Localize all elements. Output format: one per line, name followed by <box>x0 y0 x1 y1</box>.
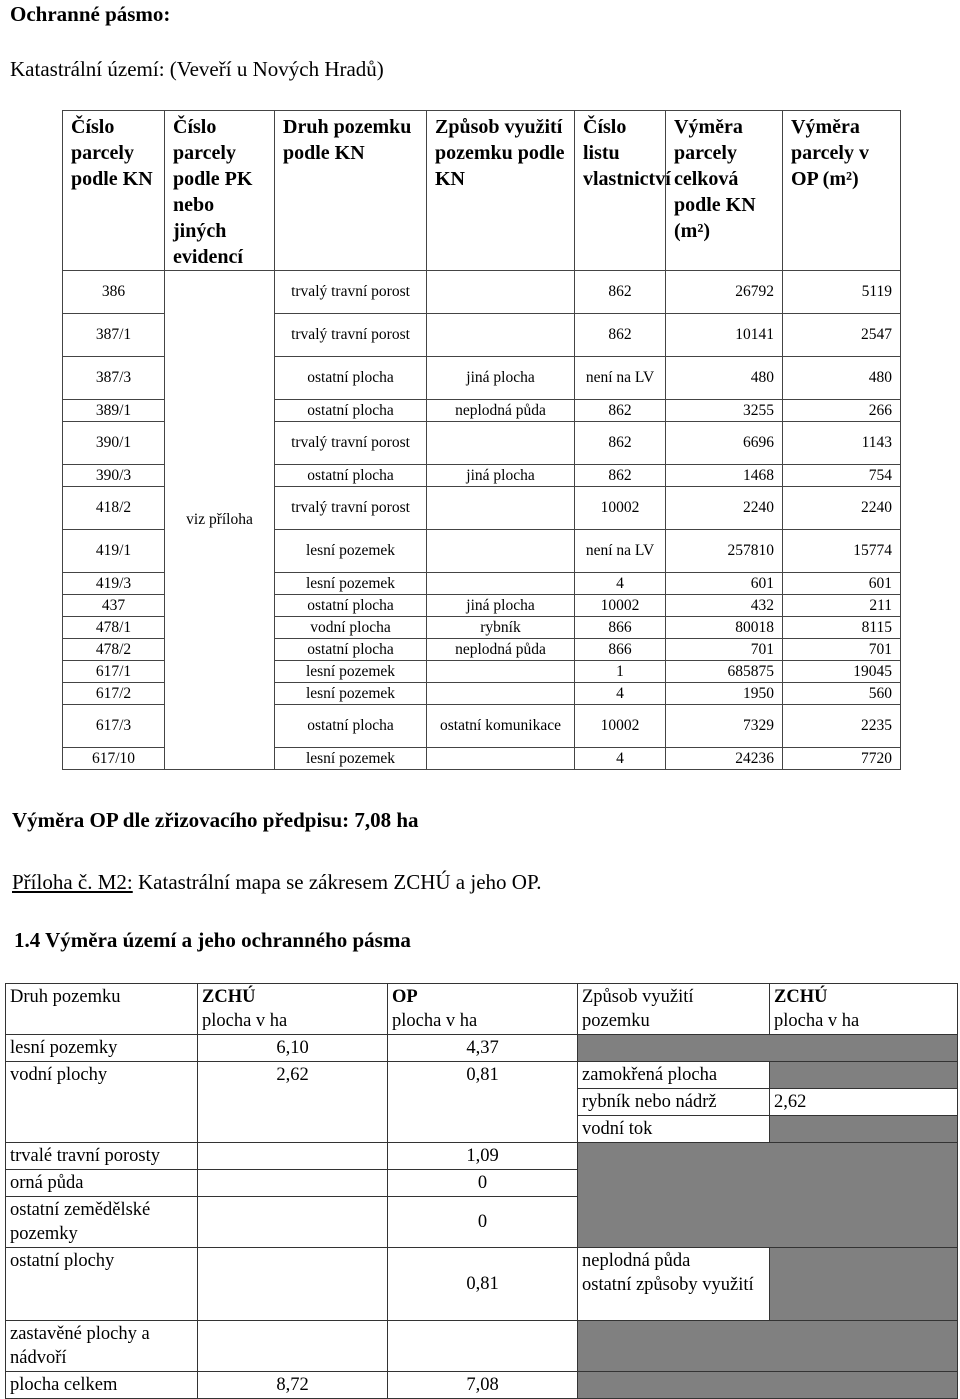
op-value: 0,81 <box>388 1062 578 1143</box>
vymera-op: 754 <box>783 465 901 487</box>
vymera-celkova: 1468 <box>666 465 783 487</box>
zpusob-vyuziti <box>427 271 575 314</box>
h-zchu2-title: ZCHÚ <box>774 987 828 1007</box>
vymera-celkova: 24236 <box>666 748 783 770</box>
h-op <box>388 984 578 1035</box>
list-vlastnictvi: 4 <box>575 683 666 705</box>
parcel-table-header <box>63 111 901 271</box>
zchu-value: 6,10 <box>198 1035 388 1062</box>
table-row <box>63 271 901 314</box>
list-vlastnictvi: 862 <box>575 400 666 422</box>
zchu-value <box>198 1321 388 1372</box>
zchu-value: 8,72 <box>198 1372 388 1399</box>
col-op: Výměra parcely v OP (m²) <box>783 111 901 271</box>
vymera-celkova: 2240 <box>666 487 783 530</box>
zpusob-vyuziti <box>427 661 575 683</box>
vymera-op: 701 <box>783 639 901 661</box>
table-row <box>6 1372 958 1399</box>
vymera-op: 2547 <box>783 314 901 357</box>
row-label: zastavěné plochy a nádvoří <box>6 1321 198 1372</box>
zpusob-line: ostatní způsoby využití <box>582 1275 754 1295</box>
vymera-op: 211 <box>783 595 901 617</box>
parcel-number: 419/1 <box>63 530 165 573</box>
table-row <box>6 1321 958 1372</box>
list-vlastnictvi: 4 <box>575 748 666 770</box>
vymera-op: 7720 <box>783 748 901 770</box>
druh-pozemku: lesní pozemek <box>275 530 427 573</box>
appendix-line <box>12 870 542 895</box>
list-vlastnictvi: 1 <box>575 661 666 683</box>
gray-cell <box>770 1116 958 1143</box>
table-row <box>6 1248 958 1321</box>
h-zpusob: Způsob využití pozemku <box>578 984 770 1035</box>
zpusob-vyuziti: jiná plocha <box>427 465 575 487</box>
h-op-sub: plocha v ha <box>392 1011 478 1031</box>
druh-pozemku: ostatní plocha <box>275 705 427 748</box>
table-row <box>6 1035 958 1062</box>
vymera-celkova: 601 <box>666 573 783 595</box>
viz-priloha-cell: viz příloha <box>165 271 275 770</box>
list-vlastnictvi: 862 <box>575 271 666 314</box>
list-vlastnictvi: není na LV <box>575 357 666 400</box>
vymera-op: 266 <box>783 400 901 422</box>
op-value: 0 <box>388 1170 578 1197</box>
vymera-celkova: 7329 <box>666 705 783 748</box>
parcel-number: 389/1 <box>63 400 165 422</box>
druh-pozemku: ostatní plocha <box>275 465 427 487</box>
gray-cell <box>770 1062 958 1089</box>
h-zchu-sub: plocha v ha <box>202 1011 288 1031</box>
col-zpusob: Způsob využití pozemku podle KN <box>427 111 575 271</box>
vymera-celkova: 26792 <box>666 271 783 314</box>
row-label: plocha celkem <box>6 1372 198 1399</box>
druh-pozemku: trvalý travní porost <box>275 487 427 530</box>
zpusob-vyuziti <box>427 314 575 357</box>
zchu-value <box>198 1248 388 1321</box>
row-label: ostatní plochy <box>6 1248 198 1321</box>
zpusob-value: rybník nebo nádrž <box>578 1089 770 1116</box>
zpusob-vyuziti: jiná plocha <box>427 595 575 617</box>
druh-pozemku: ostatní plocha <box>275 357 427 400</box>
zpusob-vyuziti: neplodná půda <box>427 639 575 661</box>
zpusob-value: vodní tok <box>578 1116 770 1143</box>
list-vlastnictvi: 10002 <box>575 705 666 748</box>
list-vlastnictvi: 862 <box>575 465 666 487</box>
cadastral-area: Katastrální území: (Veveří u Nových Hradů) <box>10 57 384 81</box>
zpusob-vyuziti <box>427 487 575 530</box>
druh-pozemku: lesní pozemek <box>275 573 427 595</box>
zchu2-value: 2,62 <box>770 1089 958 1116</box>
parcel-number: 418/2 <box>63 487 165 530</box>
druh-pozemku: vodní plocha <box>275 617 427 639</box>
parcel-number: 478/1 <box>63 617 165 639</box>
parcel-number: 390/3 <box>63 465 165 487</box>
list-vlastnictvi: 862 <box>575 422 666 465</box>
zpusob-line: neplodná půda <box>582 1251 691 1271</box>
zpusob-vyuziti <box>427 683 575 705</box>
vymera-op: 19045 <box>783 661 901 683</box>
zpusob-vyuziti <box>427 530 575 573</box>
h-zchu <box>198 984 388 1035</box>
list-vlastnictvi: 4 <box>575 573 666 595</box>
list-vlastnictvi: 866 <box>575 617 666 639</box>
col-parcel-kn: Číslo parcely podle KN <box>63 111 165 271</box>
h-zchu2 <box>770 984 958 1035</box>
vymera-op: 480 <box>783 357 901 400</box>
parcel-number: 437 <box>63 595 165 617</box>
parcel-number: 390/1 <box>63 422 165 465</box>
druh-pozemku: lesní pozemek <box>275 661 427 683</box>
row-label: orná půda <box>6 1170 198 1197</box>
op-value: 0 <box>388 1197 578 1248</box>
parcel-table <box>62 110 901 770</box>
list-vlastnictvi: 10002 <box>575 487 666 530</box>
list-vlastnictvi: 866 <box>575 639 666 661</box>
list-vlastnictvi: 862 <box>575 314 666 357</box>
list-vlastnictvi: 10002 <box>575 595 666 617</box>
page-heading: Ochranné pásmo: <box>10 2 171 26</box>
vymera-op: 8115 <box>783 617 901 639</box>
row-label: lesní pozemky <box>6 1035 198 1062</box>
op-value: 4,37 <box>388 1035 578 1062</box>
area-statement: Výměra OP dle zřizovacího předpisu: 7,08 ha <box>12 808 419 832</box>
vymera-celkova: 1950 <box>666 683 783 705</box>
druh-pozemku: ostatní plocha <box>275 595 427 617</box>
parcel-number: 387/1 <box>63 314 165 357</box>
op-value: 7,08 <box>388 1372 578 1399</box>
appendix-text: Katastrální mapa se zákresem ZCHÚ a jeho OP. <box>132 870 542 894</box>
row-label: vodní plochy <box>6 1062 198 1143</box>
zpusob-vyuziti <box>427 748 575 770</box>
appendix-prefix: Příloha č. M2: <box>12 870 133 894</box>
parcel-number: 617/2 <box>63 683 165 705</box>
section-title: 1.4 Výměra území a jeho ochranného pásma <box>14 928 411 952</box>
druh-pozemku: trvalý travní porost <box>275 422 427 465</box>
parcel-number: 419/3 <box>63 573 165 595</box>
op-value: 1,09 <box>388 1143 578 1170</box>
parcel-number: 617/1 <box>63 661 165 683</box>
table-row <box>6 1143 958 1170</box>
gray-cell <box>770 1248 958 1321</box>
col-parcel-pk: Číslo parcely podle PK nebo jiných evidencí <box>165 111 275 271</box>
druh-pozemku: trvalý travní porost <box>275 271 427 314</box>
vymera-celkova: 701 <box>666 639 783 661</box>
druh-pozemku: lesní pozemek <box>275 748 427 770</box>
zchu-value <box>198 1170 388 1197</box>
vymera-celkova: 432 <box>666 595 783 617</box>
col-druh: Druh pozemku podle KN <box>275 111 427 271</box>
zchu-value: 2,62 <box>198 1062 388 1143</box>
vymera-celkova: 685875 <box>666 661 783 683</box>
vymera-op: 1143 <box>783 422 901 465</box>
h-op-title: OP <box>392 987 418 1007</box>
parcel-number: 478/2 <box>63 639 165 661</box>
op-value: 0,81 <box>388 1248 578 1321</box>
parcel-number: 387/3 <box>63 357 165 400</box>
parcel-number: 386 <box>63 271 165 314</box>
zpusob-vyuziti: rybník <box>427 617 575 639</box>
row-label: trvalé travní porosty <box>6 1143 198 1170</box>
list-vlastnictvi: není na LV <box>575 530 666 573</box>
zpusob-vyuziti <box>427 573 575 595</box>
druh-pozemku: ostatní plocha <box>275 639 427 661</box>
area-summary-table <box>5 983 958 1399</box>
col-celkova: Výměra parcely celková podle KN (m²) <box>666 111 783 271</box>
druh-pozemku: lesní pozemek <box>275 683 427 705</box>
vymera-celkova: 6696 <box>666 422 783 465</box>
zpusob-vyuziti: ostatní komunikace <box>427 705 575 748</box>
vymera-op: 15774 <box>783 530 901 573</box>
parcel-number: 617/10 <box>63 748 165 770</box>
h-druh: Druh pozemku <box>6 984 198 1035</box>
table-row <box>6 1062 958 1089</box>
table-row <box>6 984 958 1035</box>
zpusob-value <box>578 1248 770 1321</box>
gray-cell <box>578 1321 958 1372</box>
zpusob-vyuziti: jiná plocha <box>427 357 575 400</box>
vymera-op: 601 <box>783 573 901 595</box>
vymera-op: 560 <box>783 683 901 705</box>
vymera-celkova: 480 <box>666 357 783 400</box>
zchu-value <box>198 1197 388 1248</box>
row-label: ostatní zemědělské pozemky <box>6 1197 198 1248</box>
parcel-number: 617/3 <box>63 705 165 748</box>
h-zchu2-sub: plocha v ha <box>774 1011 860 1031</box>
zpusob-vyuziti: neplodná půda <box>427 400 575 422</box>
gray-cell <box>578 1372 958 1399</box>
vymera-celkova: 3255 <box>666 400 783 422</box>
op-value <box>388 1321 578 1372</box>
gray-cell <box>578 1035 958 1062</box>
vymera-op: 2240 <box>783 487 901 530</box>
vymera-op: 2235 <box>783 705 901 748</box>
zpusob-value: zamokřená plocha <box>578 1062 770 1089</box>
vymera-celkova: 257810 <box>666 530 783 573</box>
h-zchu-title: ZCHÚ <box>202 987 256 1007</box>
zpusob-vyuziti <box>427 422 575 465</box>
druh-pozemku: trvalý travní porost <box>275 314 427 357</box>
gray-cell <box>578 1143 958 1248</box>
zchu-value <box>198 1143 388 1170</box>
vymera-celkova: 10141 <box>666 314 783 357</box>
druh-pozemku: ostatní plocha <box>275 400 427 422</box>
vymera-celkova: 80018 <box>666 617 783 639</box>
col-lv: Číslo listu vlastnictví <box>575 111 666 271</box>
vymera-op: 5119 <box>783 271 901 314</box>
